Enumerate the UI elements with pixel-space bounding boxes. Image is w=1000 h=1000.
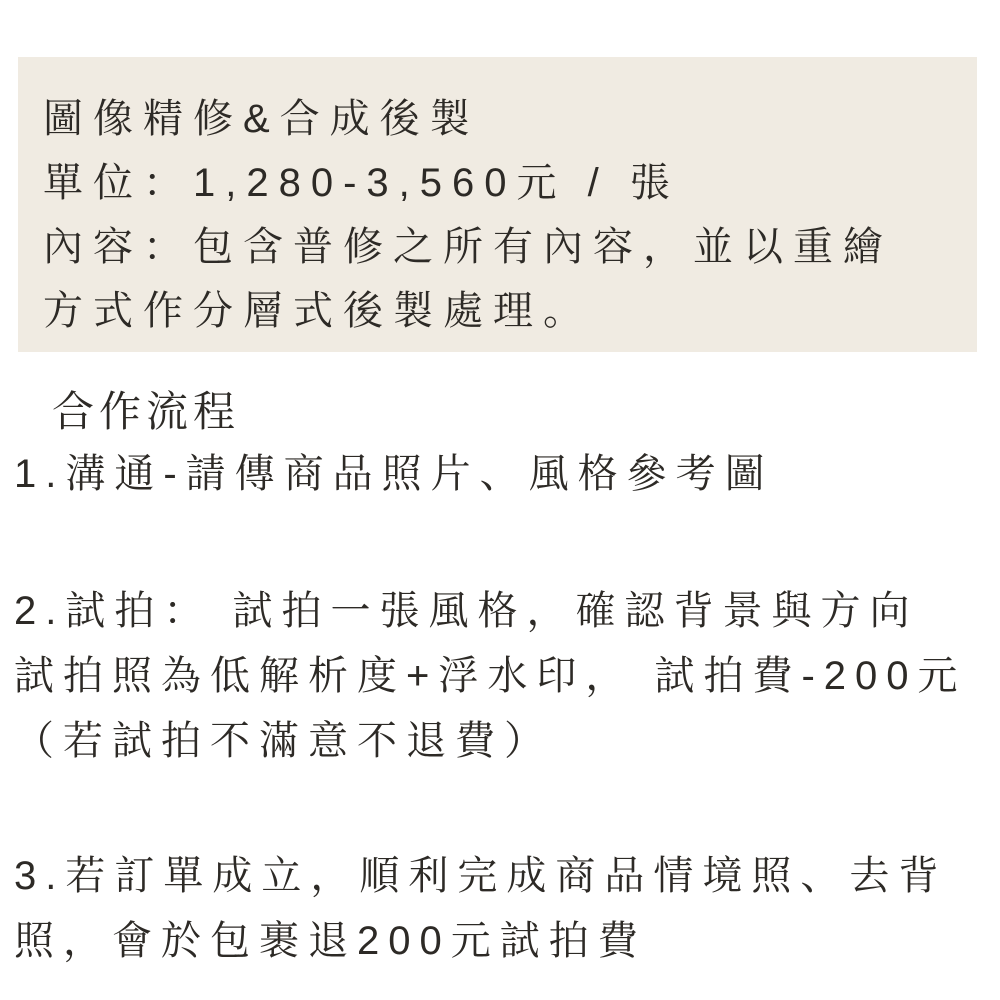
workflow-step-3 [0, 844, 1000, 974]
service-price-box [18, 57, 977, 352]
workflow-step-2-line-2: 試拍照為低解析度+浮水印， 試拍費-200元 [14, 654, 967, 698]
service-title: 圖像精修&合成後製 [43, 97, 480, 141]
workflow-step-2-line-3: （若試拍不滿意不退費） [14, 719, 553, 763]
workflow-step-3-line-2: 照，會於包裹退200元試拍費 [14, 919, 647, 963]
page [0, 57, 1000, 1000]
service-content-line-1: 內容：包含普修之所有內容，並以重繪 [43, 225, 893, 269]
workflow-step-1 [0, 442, 1000, 507]
workflow-step-1-line-1: 1.溝通-請傳商品照片、風格參考圖 [14, 452, 774, 496]
workflow-step-2 [0, 579, 1000, 774]
service-content-line-2: 方式作分層式後製處理。 [43, 289, 593, 333]
workflow-heading: 合作流程 [52, 388, 241, 435]
workflow-step-3-line-1: 3.若訂單成立，順利完成商品情境照、去背 [14, 854, 948, 898]
service-unit-price: 單位：1,280-3,560元 / 張 [43, 161, 680, 205]
workflow-step-2-line-1: 2.試拍： 試拍一張風格，確認背景與方向 [14, 589, 919, 633]
